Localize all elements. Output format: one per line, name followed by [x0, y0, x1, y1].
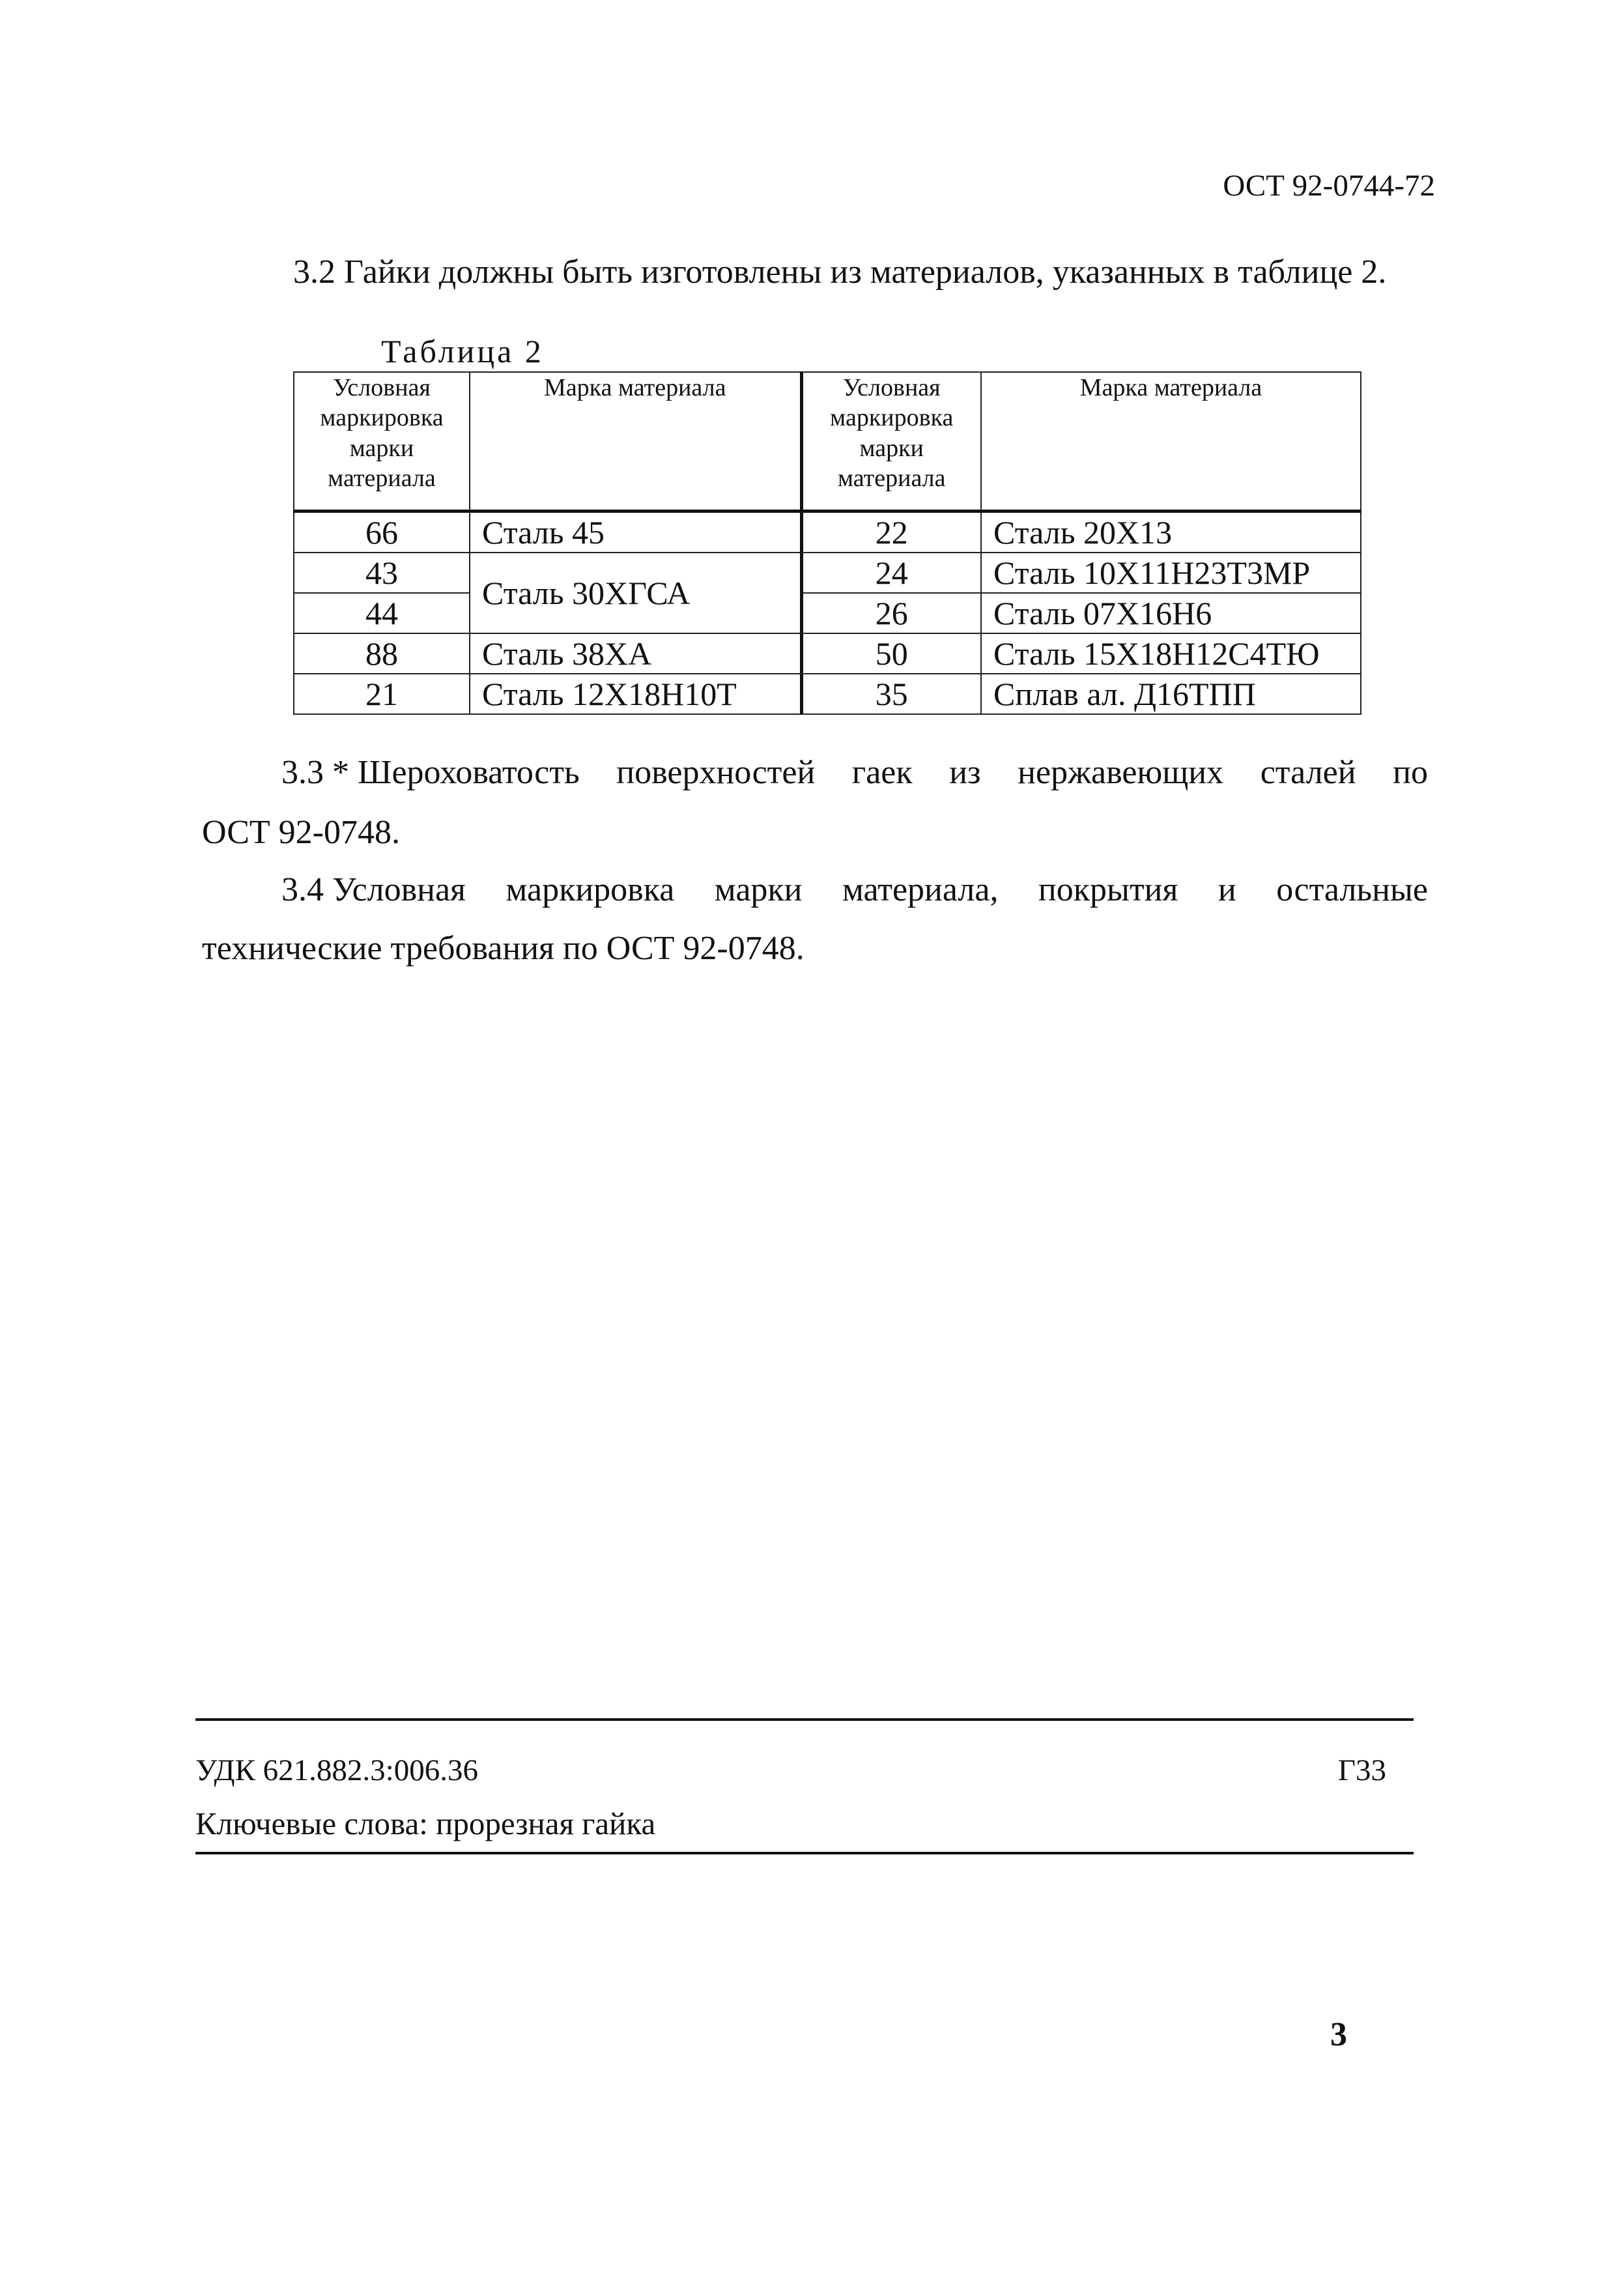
- word: поверхностей: [616, 754, 816, 791]
- table-row: [294, 674, 1361, 714]
- marking-cell: 24: [801, 553, 981, 593]
- material-cell: Сталь 38ХА: [470, 633, 801, 674]
- word: остальные: [1276, 871, 1428, 908]
- material-cell: Сталь 15Х18Н12С4ТЮ: [981, 633, 1361, 674]
- document-code: ОСТ 92-0744-72: [1223, 169, 1435, 203]
- word: покрытия: [1038, 871, 1178, 908]
- word: и: [1218, 871, 1236, 908]
- material-cell: Сталь 45: [470, 512, 801, 553]
- marking-cell: 66: [294, 512, 470, 553]
- paragraph-3-3-line-2: ОСТ 92-0748.: [202, 814, 400, 851]
- word: из: [949, 754, 981, 791]
- table-header-row: [294, 372, 1361, 512]
- table-row: [294, 512, 1361, 553]
- keywords: Ключевые слова: прорезная гайка: [195, 1806, 656, 1841]
- table-row: [294, 633, 1361, 674]
- material-cell: Сталь 10Х11Н23Т3МР: [981, 553, 1361, 593]
- word: 3.4 Условная: [281, 871, 466, 908]
- word: гаек: [851, 754, 913, 791]
- word: марки: [714, 871, 803, 908]
- header-marking-1: Условная маркировка марки материала: [294, 372, 470, 512]
- page-number: 3: [1330, 2016, 1347, 2053]
- materials-table: [293, 371, 1361, 715]
- marking-cell: 22: [801, 512, 981, 553]
- material-cell: Сталь 07Х16Н6: [981, 593, 1361, 633]
- footer-bottom-rule: [195, 1852, 1414, 1854]
- udk-code: УДК 621.882.3:006.36: [195, 1753, 478, 1787]
- word: по: [1393, 754, 1428, 791]
- word: материала,: [842, 871, 999, 908]
- header-material-2: Марка материала: [981, 372, 1361, 512]
- header-material-1: Марка материала: [470, 372, 801, 512]
- header-marking-2: Условная маркировка марки материала: [801, 372, 981, 512]
- table-row: [294, 553, 1361, 593]
- word: нержавеющих: [1018, 754, 1224, 791]
- paragraph-3-2: 3.2 Гайки должны быть изготовлены из материалов, указанных в таблице 2.: [293, 253, 1387, 291]
- classification-code: Г33: [1337, 1753, 1386, 1787]
- word: 3.3 * Шероховатость: [281, 754, 580, 791]
- material-cell: Сталь 20Х13: [981, 512, 1361, 553]
- table-caption: Таблица 2: [381, 333, 544, 369]
- marking-cell: 35: [801, 674, 981, 714]
- footer-top-rule: [195, 1718, 1414, 1721]
- marking-cell: 43: [294, 553, 470, 593]
- paragraph-3-4-line-2: технические требования по ОСТ 92-0748.: [202, 930, 805, 967]
- word: маркировка: [506, 871, 675, 908]
- marking-cell: 44: [294, 593, 470, 633]
- paragraph-3-4-line-1: [281, 873, 1428, 907]
- marking-cell: 26: [801, 593, 981, 633]
- marking-cell: 88: [294, 633, 470, 674]
- marking-cell: 21: [294, 674, 470, 714]
- material-cell: Сталь 12Х18Н10Т: [470, 674, 801, 714]
- table-row: [294, 593, 1361, 633]
- material-cell: Сплав ал. Д16ТПП: [981, 674, 1361, 714]
- marking-cell: 50: [801, 633, 981, 674]
- word: сталей: [1260, 754, 1356, 791]
- paragraph-3-3-line-1: [281, 756, 1428, 790]
- material-cell-merged: Сталь 30ХГСА: [470, 553, 801, 633]
